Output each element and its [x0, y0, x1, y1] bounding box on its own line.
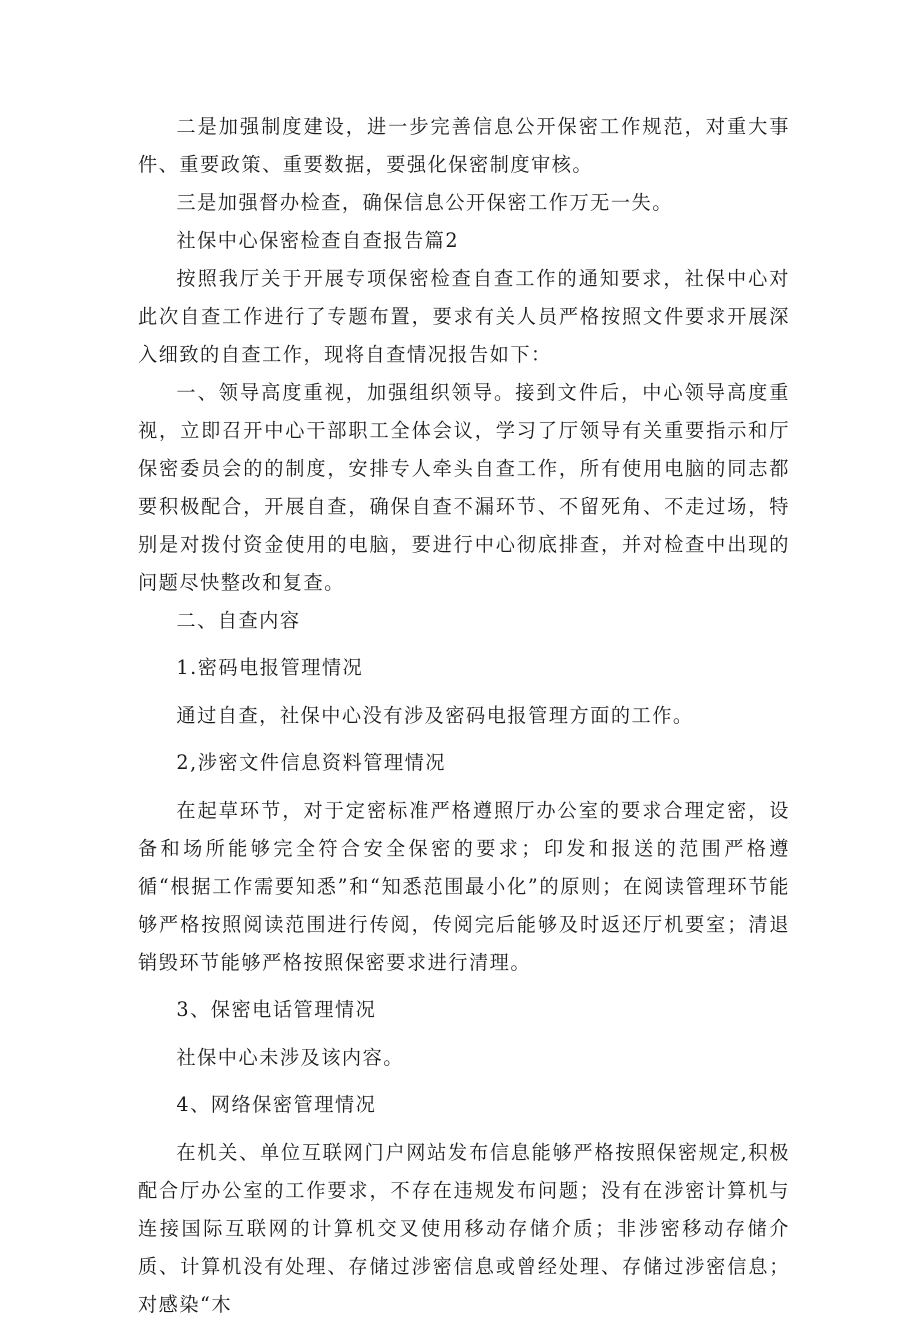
heading-secure-phone: 3、保密电话管理情况	[176, 998, 377, 1021]
heading-classified-documents: 2,涉密文件信息资料管理情况	[176, 751, 446, 774]
paragraph-cipher-telegram: 通过自查，社保中心没有涉及密码电报管理方面的工作。	[176, 704, 694, 727]
paragraph-supervision: 三是加强督办检查，确保信息公开保密工作万无一失。	[176, 191, 673, 214]
document-body	[138, 108, 790, 1324]
paragraph-network-security: 在机关、单位互联网门户网站发布信息能够严格按照保密规定,积极配合厅办公室的工作要求，不存在违规发布问题；没有在涉密计算机与连接国际互联网的计算机交叉使用移动存储介质；非涉密移动存储介质、计算机没有处理、存储过涉密信息或曾经处理、存储过涉密信息；对感染“木	[138, 1141, 790, 1316]
paragraph-secure-phone: 社保中心未涉及该内容。	[176, 1046, 404, 1069]
heading-self-check-content: 二、自查内容	[176, 609, 301, 632]
paragraph-leadership: 一、领导高度重视，加强组织领导。接到文件后，中心领导高度重视，立即召开中心干部职工全体会议，学习了厅领导有关重要指示和厅保密委员会的的制度，安排专人牵头自查工作，所有使用电脑的同志都要积极配合，开展自查，确保自查不漏环节、不留死角、不走过场，特别是对拨付资金使用的电脑，要进行中心彻底排查，并对检查中出现的问题尽快整改和复查。	[138, 381, 790, 594]
section-title-report-2: 社保中心保密检查自查报告篇2	[176, 229, 460, 252]
paragraph-system-building: 二是加强制度建设，进一步完善信息公开保密工作规范，对重大事件、重要政策、重要数据，要强化保密制度审核。	[138, 115, 790, 176]
heading-cipher-telegram: 1.密码电报管理情况	[176, 656, 364, 679]
paragraph-classified-documents: 在起草环节，对于定密标准严格遵照厅办公室的要求合理定密，设备和场所能够完全符合安全保密的要求；印发和报送的范围严格遵循“根据工作需要知悉”和“知悉范围最小化”的原则；在阅读管理环节能够严格按照阅读范围进行传阅，传阅完后能够及时返还厅机要室；清退销毁环节能够严格按照保密要求进行清理。	[138, 799, 790, 974]
paragraph-intro: 按照我厅关于开展专项保密检查自查工作的通知要求，社保中心对此次自查工作进行了专题布置，要求有关人员严格按照文件要求开展深入细致的自查工作，现将自查情况报告如下：	[138, 267, 790, 366]
heading-network-security: 4、网络保密管理情况	[176, 1093, 377, 1116]
